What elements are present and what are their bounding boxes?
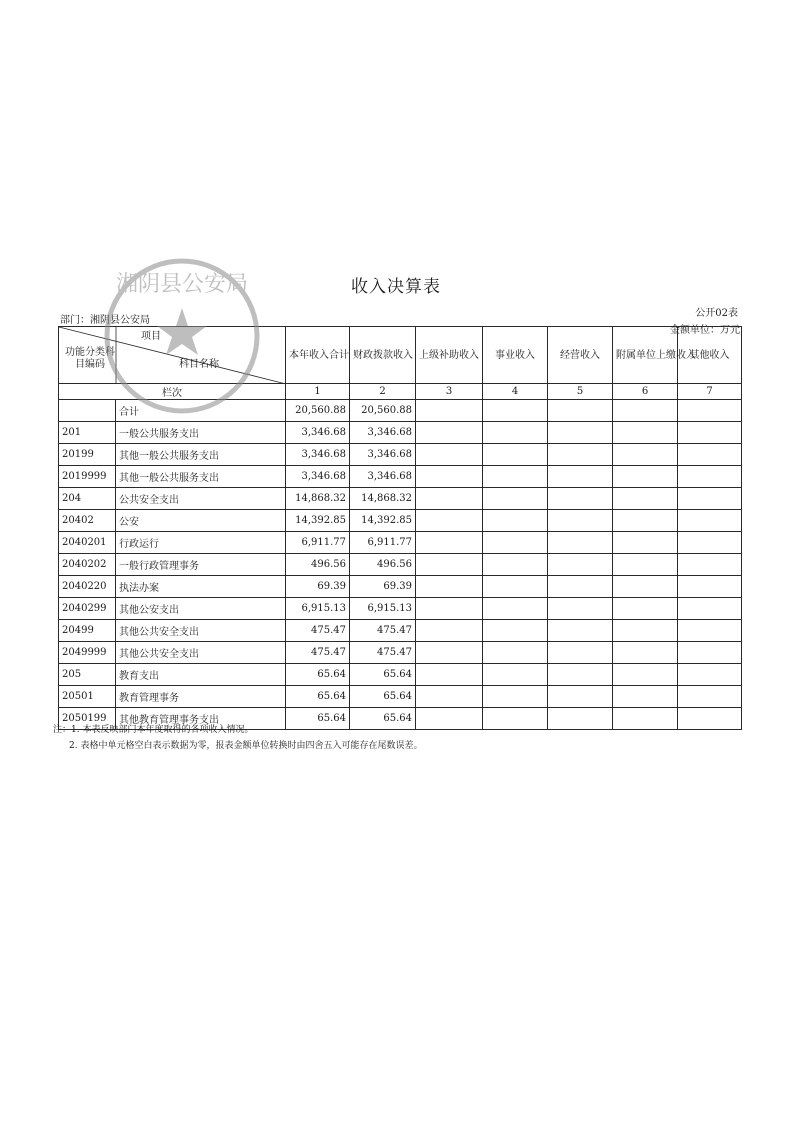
row-fiscal: 14,392.85: [350, 510, 416, 532]
row-total: 20,560.88: [286, 400, 350, 422]
empty-cell: [678, 510, 742, 532]
footnote-1: 注：1. 本表反映部门本年度取得的各项收入情况。: [53, 725, 254, 735]
empty-cell: [416, 620, 483, 642]
index-cell: 7: [678, 384, 742, 400]
empty-cell: [678, 532, 742, 554]
row-fiscal: 6,915.13: [350, 598, 416, 620]
row-name: 教育支出: [116, 664, 286, 686]
empty-cell: [613, 642, 678, 664]
empty-cell: [678, 576, 742, 598]
row-name: 公共安全支出: [116, 488, 286, 510]
row-name: 一般行政管理事务: [116, 554, 286, 576]
row-fiscal: 475.47: [350, 642, 416, 664]
empty-cell: [678, 400, 742, 422]
empty-cell: [613, 686, 678, 708]
empty-cell: [613, 510, 678, 532]
row-total: 14,392.85: [286, 510, 350, 532]
row-name: 其他一般公共服务支出: [116, 444, 286, 466]
row-name: 其他一般公共服务支出: [116, 466, 286, 488]
table-row: [59, 444, 742, 466]
row-total: 475.47: [286, 642, 350, 664]
empty-cell: [548, 532, 613, 554]
row-fiscal: 69.39: [350, 576, 416, 598]
empty-cell: [483, 510, 548, 532]
empty-cell: [548, 598, 613, 620]
empty-cell: [483, 488, 548, 510]
empty-cell: [678, 488, 742, 510]
row-total: 14,868.32: [286, 488, 350, 510]
empty-cell: [483, 620, 548, 642]
row-code: 2049999: [59, 642, 116, 664]
row-code: 2050199: [59, 708, 116, 730]
empty-cell: [678, 598, 742, 620]
row-fiscal: 496.56: [350, 554, 416, 576]
table-row: [59, 422, 742, 444]
empty-cell: [613, 422, 678, 444]
row-fiscal: 3,346.68: [350, 466, 416, 488]
empty-cell: [483, 686, 548, 708]
empty-cell: [483, 576, 548, 598]
row-fiscal: 65.64: [350, 664, 416, 686]
empty-cell: [548, 686, 613, 708]
row-name: 其他公安支出: [116, 598, 286, 620]
row-code: 20501: [59, 686, 116, 708]
table-row: [59, 642, 742, 664]
empty-cell: [548, 466, 613, 488]
empty-cell: [416, 642, 483, 664]
row-name: 公安: [116, 510, 286, 532]
empty-cell: [483, 664, 548, 686]
row-fiscal: 14,868.32: [350, 488, 416, 510]
row-total: 3,346.68: [286, 466, 350, 488]
header-subject-name: 科目名称: [179, 359, 219, 370]
empty-cell: [548, 576, 613, 598]
empty-cell: [678, 466, 742, 488]
empty-cell: [548, 554, 613, 576]
table-row: [59, 686, 742, 708]
row-fiscal: 20,560.88: [350, 400, 416, 422]
row-total: 475.47: [286, 620, 350, 642]
row-total: 3,346.68: [286, 444, 350, 466]
row-name: 其他教育管理事务支出: [116, 708, 286, 730]
row-code: 20402: [59, 510, 116, 532]
row-code: 2040202: [59, 554, 116, 576]
empty-cell: [613, 400, 678, 422]
row-name: 其他公共安全支出: [116, 620, 286, 642]
header-superior-subsidy: 上级补助收入: [416, 327, 483, 384]
empty-cell: [613, 620, 678, 642]
empty-cell: [678, 708, 742, 730]
seal-text: 湘阴县公安局: [115, 272, 249, 297]
index-cell: 2: [350, 384, 416, 400]
empty-cell: [416, 686, 483, 708]
index-cell: 4: [483, 384, 548, 400]
table-row: [59, 620, 742, 642]
index-cell: 3: [416, 384, 483, 400]
official-seal: [102, 256, 262, 416]
row-code: 205: [59, 664, 116, 686]
empty-cell: [678, 642, 742, 664]
empty-cell: [416, 554, 483, 576]
empty-cell: [613, 708, 678, 730]
table-row: [59, 554, 742, 576]
empty-cell: [548, 488, 613, 510]
row-total: 65.64: [286, 708, 350, 730]
header-other-income: 其他收入: [678, 327, 742, 384]
empty-cell: [483, 708, 548, 730]
index-cell: 6: [613, 384, 678, 400]
row-fiscal: 3,346.68: [350, 444, 416, 466]
empty-cell: [416, 576, 483, 598]
empty-cell: [678, 554, 742, 576]
row-code: 2019999: [59, 466, 116, 488]
row-fiscal: 6,911.77: [350, 532, 416, 554]
empty-cell: [548, 400, 613, 422]
empty-cell: [416, 400, 483, 422]
empty-cell: [416, 708, 483, 730]
empty-cell: [483, 598, 548, 620]
row-code: 20199: [59, 444, 116, 466]
empty-cell: [548, 444, 613, 466]
empty-cell: [483, 400, 548, 422]
row-name: 执法办案: [116, 576, 286, 598]
header-affiliate-income: 附属单位上缴收入: [613, 327, 678, 384]
empty-cell: [613, 554, 678, 576]
header-item-label: 项目: [141, 331, 161, 342]
empty-cell: [483, 444, 548, 466]
empty-cell: [613, 488, 678, 510]
table-row: [59, 598, 742, 620]
row-code: 2040220: [59, 576, 116, 598]
row-name: 合计: [116, 400, 286, 422]
empty-cell: [548, 642, 613, 664]
row-code: 20499: [59, 620, 116, 642]
row-name: 行政运行: [116, 532, 286, 554]
empty-cell: [678, 444, 742, 466]
row-code: 2040299: [59, 598, 116, 620]
empty-cell: [483, 554, 548, 576]
row-name: 教育管理事务: [116, 686, 286, 708]
row-total: 65.64: [286, 686, 350, 708]
row-fiscal: 65.64: [350, 708, 416, 730]
table-row: [59, 576, 742, 598]
page-title: 收入决算表: [351, 277, 441, 297]
empty-cell: [678, 686, 742, 708]
empty-cell: [678, 664, 742, 686]
empty-cell: [483, 422, 548, 444]
empty-cell: [416, 510, 483, 532]
empty-cell: [548, 422, 613, 444]
footnote-2: 2. 表格中单元格空白表示数据为零，报表金额单位转换时由四舍五入可能存在尾数误差。: [69, 741, 423, 751]
header-business-income: 事业收入: [483, 327, 548, 384]
empty-cell: [416, 444, 483, 466]
empty-cell: [613, 532, 678, 554]
amount-unit-label: 金额单位：万元: [670, 325, 740, 336]
empty-cell: [613, 444, 678, 466]
row-fiscal: 475.47: [350, 620, 416, 642]
empty-cell: [548, 620, 613, 642]
empty-cell: [483, 642, 548, 664]
row-total: 69.39: [286, 576, 350, 598]
index-label: 栏次: [59, 384, 286, 400]
index-cell: 1: [286, 384, 350, 400]
row-name: 其他公共安全支出: [116, 642, 286, 664]
row-code: 201: [59, 422, 116, 444]
row-total: 6,911.77: [286, 532, 350, 554]
header-fiscal-income: 财政拨款收入: [350, 327, 416, 384]
empty-cell: [416, 532, 483, 554]
department-label: 部门：湘阴县公安局: [60, 315, 150, 326]
row-total: 6,915.13: [286, 598, 350, 620]
empty-cell: [548, 664, 613, 686]
row-code: 2040201: [59, 532, 116, 554]
empty-cell: [548, 510, 613, 532]
row-total: 65.64: [286, 664, 350, 686]
index-cell: 5: [548, 384, 613, 400]
empty-cell: [416, 488, 483, 510]
row-name: 一般公共服务支出: [116, 422, 286, 444]
row-code: 204: [59, 488, 116, 510]
row-total: 496.56: [286, 554, 350, 576]
row-total: 3,346.68: [286, 422, 350, 444]
header-total-income: 本年收入合计: [286, 327, 350, 384]
empty-cell: [613, 576, 678, 598]
form-number: 公开02表: [695, 308, 738, 319]
empty-cell: [613, 598, 678, 620]
empty-cell: [483, 532, 548, 554]
empty-cell: [483, 466, 548, 488]
table-row: [59, 532, 742, 554]
empty-cell: [416, 422, 483, 444]
empty-cell: [416, 598, 483, 620]
table-row: [59, 466, 742, 488]
table-row: [59, 488, 742, 510]
empty-cell: [678, 620, 742, 642]
empty-cell: [548, 708, 613, 730]
empty-cell: [678, 422, 742, 444]
header-operating-income: 经营收入: [548, 327, 613, 384]
row-fiscal: 3,346.68: [350, 422, 416, 444]
table-row: [59, 510, 742, 532]
row-fiscal: 65.64: [350, 686, 416, 708]
footnotes: [53, 722, 422, 754]
empty-cell: [416, 466, 483, 488]
empty-cell: [613, 466, 678, 488]
header-subject-code: 功能分类科目编码: [65, 347, 115, 370]
empty-cell: [613, 664, 678, 686]
table-row: [59, 664, 742, 686]
empty-cell: [416, 664, 483, 686]
